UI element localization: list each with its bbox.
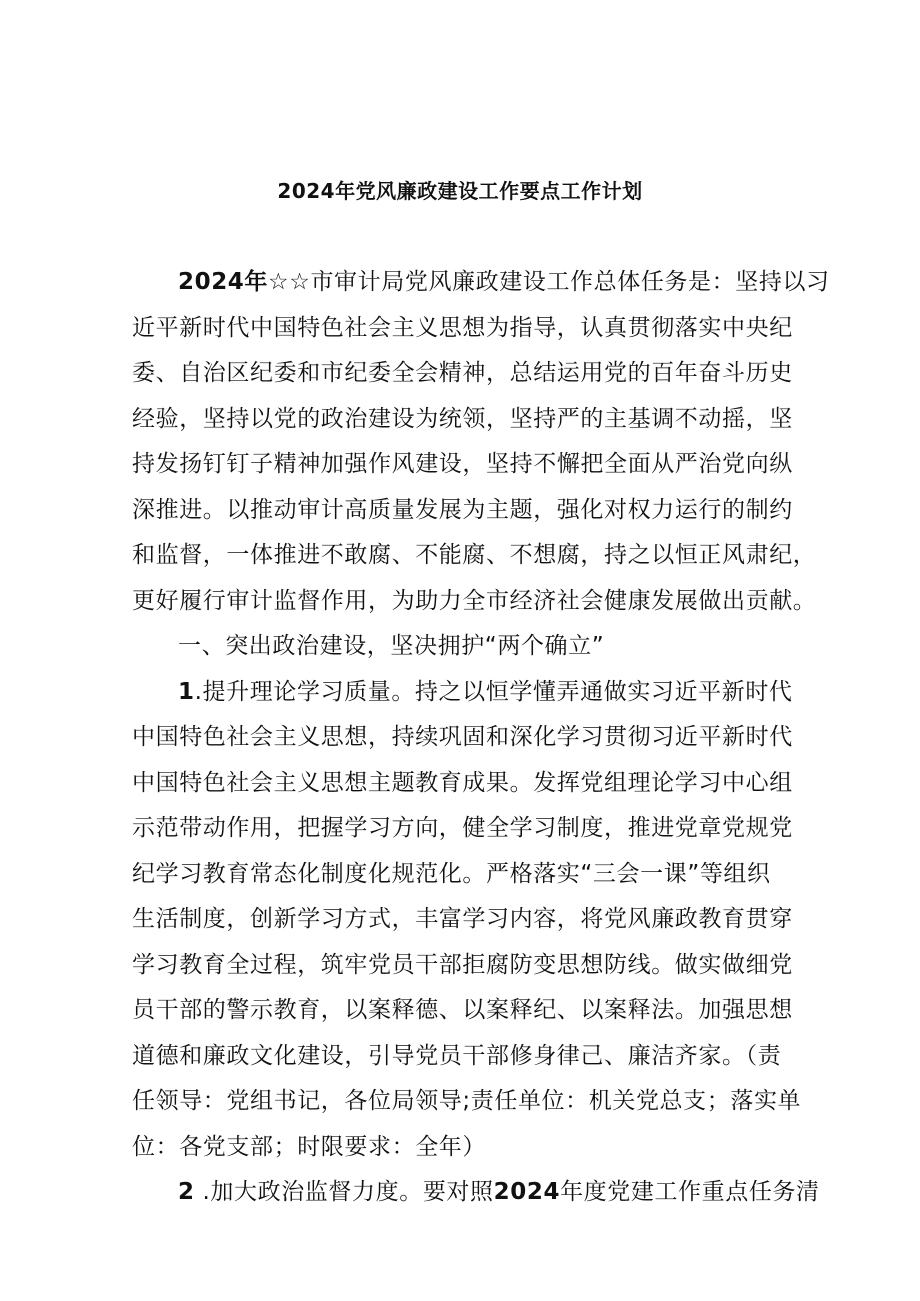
paragraph-line	[178, 266, 830, 298]
paragraph-line: 经验，坚持以党的政治建设为统领，坚持严的主基调不动摇，坚	[132, 406, 793, 432]
item-text: .提升理论学习质量。持之以恒学懂弄通做实习近平新时代	[194, 679, 793, 705]
paragraph-line: 持发扬钉钉子精神加强作风建设，坚持不懈把全面从严治党向纵	[132, 451, 793, 477]
item-line: 员干部的警示教育，以案释德、以案释纪、以案释法。加强思想	[132, 997, 793, 1023]
item-line: 生活制度，创新学习方式，丰富学习内容，将党风廉政教育贯穿	[132, 906, 793, 932]
item-text: .加大政治监督力度。要对照	[194, 1179, 494, 1205]
item-line	[178, 676, 792, 708]
item-line: 中国特色社会主义思想主题教育成果。发挥党组理论学习中心组	[132, 770, 793, 796]
item-line: 中国特色社会主义思想，持续巩固和深化学习贯彻习近平新时代	[132, 724, 793, 750]
paragraph-line: 更好履行审计监督作用，为助力全市经济社会健康发展做出贡献。	[132, 588, 817, 614]
paragraph-line: 委、自治区纪委和市纪委全会精神，总结运用党的百年奋斗历史	[132, 360, 793, 386]
item-line: 纪学习教育常态化制度化规范化。严格落实“三会一课”等组织	[132, 861, 771, 887]
document-title: 2024年党风廉政建设工作要点工作计划	[277, 179, 643, 203]
item-line: 位：各党支部；时限要求：全年）	[132, 1134, 486, 1160]
item-number: 1	[178, 679, 195, 705]
paragraph-line: 近平新时代中国特色社会主义思想为指导，认真贯彻落实中央纪	[132, 315, 793, 341]
item-text: 年度党建工作重点任务清	[560, 1179, 820, 1205]
item-line	[178, 1176, 820, 1208]
year-bold: 2024年	[178, 269, 269, 295]
item-line: 任领导：党组书记，各位局领导;责任单位：机关党总支；落实单	[132, 1088, 802, 1114]
paragraph-line: 和监督，一体推进不敢腐、不能腐、不想腐，持之以恒正风肃纪，	[132, 542, 817, 568]
item-number: 2	[178, 1179, 195, 1205]
item-line: 道德和廉政文化建设，引导党员干部修身律己、廉洁齐家。（责	[132, 1043, 782, 1069]
section-heading: 一、突出政治建设，坚决拥护“两个确立”	[178, 633, 605, 659]
year-bold: 2024	[493, 1179, 561, 1205]
paragraph-text: ☆☆市审计局党风廉政建设工作总体任务是：坚持以习	[268, 269, 830, 295]
item-line: 示范带动作用，把握学习方向，健全学习制度，推进党章党规党	[132, 815, 793, 841]
item-line: 学习教育全过程，筑牢党员干部拒腐防变思想防线。做实做细党	[132, 952, 793, 978]
paragraph-line: 深推进。以推动审计高质量发展为主题，强化对权力运行的制约	[132, 497, 793, 523]
